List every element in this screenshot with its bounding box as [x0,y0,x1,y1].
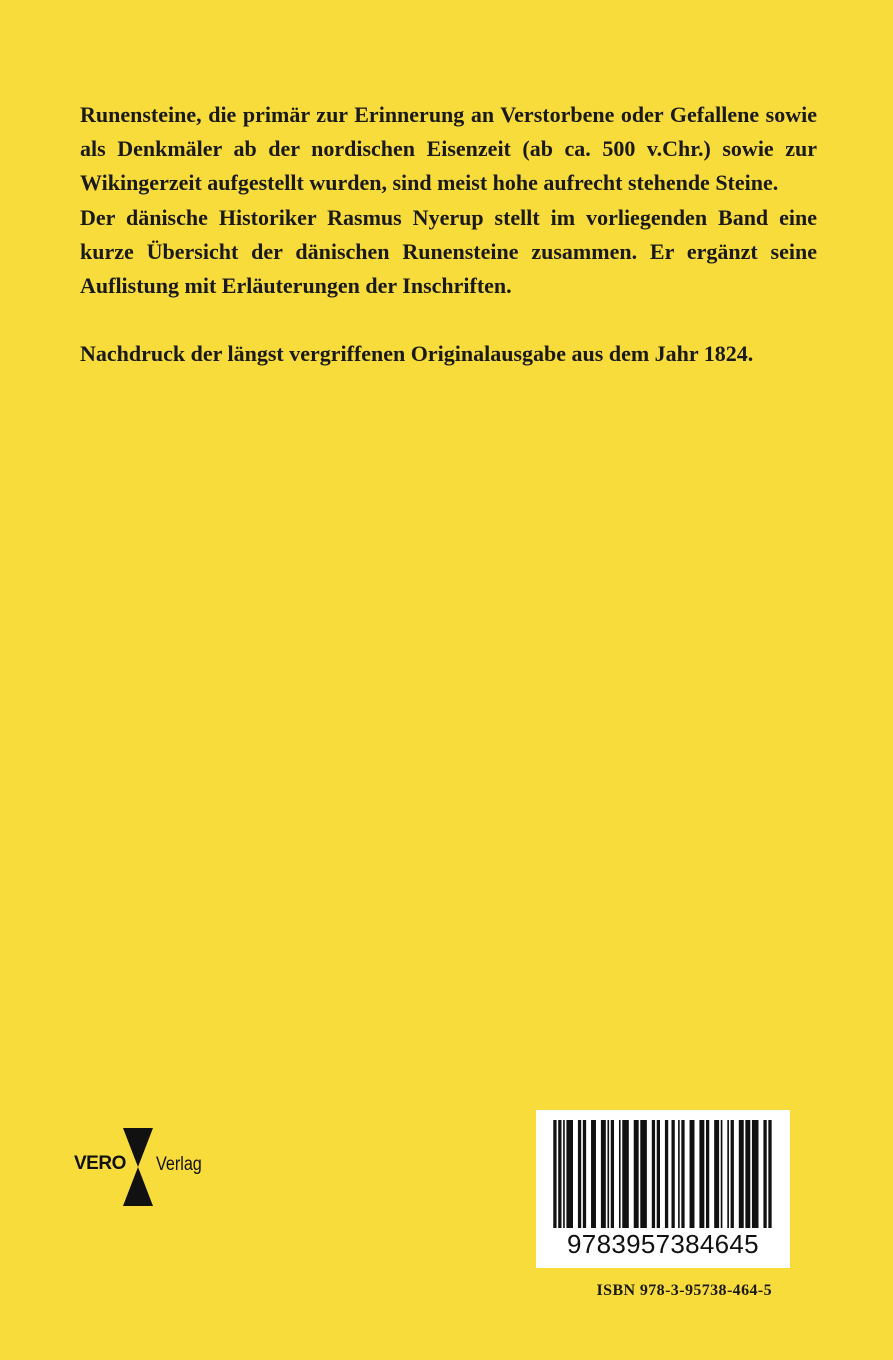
barcode-bar [745,1120,750,1228]
barcode-bar [619,1120,621,1228]
barcode-bars [550,1120,776,1228]
barcode-bar [690,1120,695,1228]
barcode [536,1110,790,1268]
barcode-bar [558,1120,561,1228]
barcode-bar [657,1120,660,1228]
barcode-bar [611,1120,614,1228]
barcode-bar [566,1120,573,1228]
barcode-bar [583,1120,586,1228]
barcode-bar [622,1120,629,1228]
barcode-bar [721,1120,723,1228]
blurb-paragraph-1: Runensteine, die primär zur Erinnerung an Verstorbene oder Gefallene sowie als Denkmäler ab der nordischen Eisenzeit (ab ca. 500 v.Chr.) sowie zur Wikingerzeit aufgestellt wurden, sind meist hohe aufrecht stehende Steine. [80,102,817,196]
barcode-bar [652,1120,655,1228]
barcode-bar [601,1120,606,1228]
barcode-bar [607,1120,609,1228]
barcode-bar [768,1120,771,1228]
logo-brand: VERO [74,1153,126,1174]
barcode-bar [681,1120,684,1228]
isbn-label: ISBN 978-3-95738-464-5 [596,1282,772,1299]
barcode-bar [563,1120,565,1228]
barcode-bar [731,1120,734,1228]
hourglass-icon [121,1128,155,1206]
blurb-paragraph-3: Nachdruck der längst vergriffenen Originalausgabe aus dem Jahr 1824. [80,341,754,367]
barcode-bar [578,1120,581,1228]
barcode-bar [699,1120,704,1228]
barcode-bar [553,1120,556,1228]
barcode-bar [763,1120,766,1228]
barcode-bar [634,1120,639,1228]
barcode-bar [591,1120,596,1228]
barcode-digits: 9783957384645 [567,1229,759,1259]
back-cover-blurb [80,98,817,371]
logo-suffix: Verlag [156,1154,202,1175]
barcode-bar [739,1120,744,1228]
barcode-bar [714,1120,719,1228]
barcode-bar [727,1120,729,1228]
barcode-bar [752,1120,759,1228]
blurb-paragraph-2: Der dänische Historiker Rasmus Nyerup stellt im vorliegenden Band eine kurze Übersicht der dänischen Runensteine zusammen. Er ergänzt seine Auflistung mit Erläuterungen der Inschriften. [80,204,817,299]
barcode-bar [706,1120,709,1228]
barcode-bar [678,1120,680,1228]
barcode-bar [665,1120,668,1228]
barcode-bar [640,1120,647,1228]
publisher-logo [74,1124,214,1208]
barcode-bar [671,1120,674,1228]
